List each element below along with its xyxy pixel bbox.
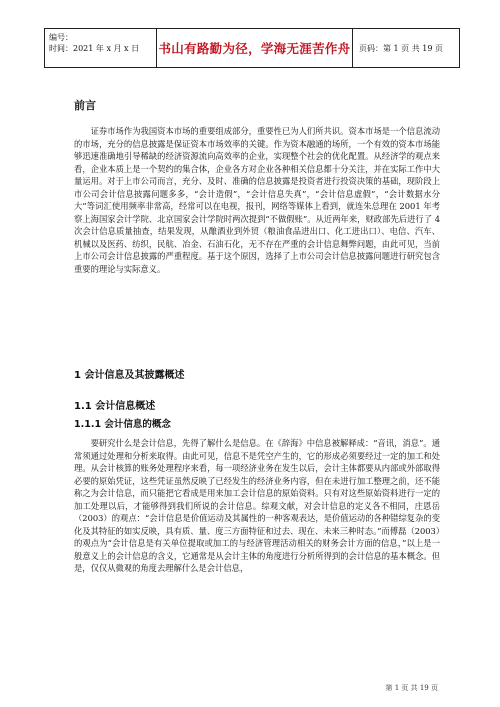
section-heading: 1.1 会计信息概述 xyxy=(74,401,156,412)
chapter-heading: 1 会计信息及其披露概述 xyxy=(74,370,185,381)
header-motto: 书山有路勤为径，学海无涯苦作舟 xyxy=(157,29,353,67)
preface-paragraph: 证券市场作为我国资本市场的重要组成部分，重要性已为人们所共识。资本市场是一个信息流动的市场，充分的信息披露是保证资本市场效率的关键。作为资本融通的场所，一个有效的资本市场能够迅速准确地引导稀缺的经济资源流向高效率的企业，实现整个社会的优化配置。从经济学的观点来看，企业本质上是一个契约的集合体，企业各方对企业各种相关信息都十分关注，并在实际工作中大量运用。对于上市公司而言，充分、及时、准确的信息披露是投资者进行投资决策的基础，现阶段上市公司会计信息披露问题多多，“会计造假”，“会计信息失真”，“会计信息虚假”，“会计数据水分大”等词汇使用频率非常高，经常可以在电视，报刊，网络等媒体上看到，就连朱总理在 2001 年考察上海国家会计学院、北京国家会计学院时两次提到“不做假账”。从近两年来，财政部先后进行了 4 次会计信息质量抽查，结果发现，从酿酒业到外贸（粮油食品进出口、化工进出口）、电信、汽车、机械以及医药、纺织，民航、冶金、石油石化，无不存在严重的会计信息舞弊问题，由此可见，当前上市公司会计信息披露的严重程度。基于这个原因，选择了上市公司会计信息披露问题进行研究包含重要的理论与实际意义。 xyxy=(74,126,440,274)
header-page-info: 页码：第 1 页 共 19 页 xyxy=(359,43,443,53)
header-meta xyxy=(45,29,157,67)
subsection-heading: 1.1.1 会计信息的概念 xyxy=(74,419,171,430)
header-number: 编号： xyxy=(49,33,73,42)
page-footer: 第 1 页 共 19 页 xyxy=(385,684,438,692)
page-header xyxy=(44,28,460,68)
preface-title: 前言 xyxy=(74,99,96,112)
body-paragraph: 要研究什么是会计信息，先得了解什么是信息。在《辞海》中信息被解释成：“音讯，消息”。通常须通过处理和分析来取得。由此可见，信息不是凭空产生的，它的形成必须要经过一定的加工和处理。从会计核算的账务处理程序来看，每一项经济业务在发生以后，会计主体都要从内部或外部取得必要的原始凭证，这些凭证虽然反映了已经发生的经济业务内容，但在未进行加工整理之前，还不能称之为会计信息，而只能把它看成是用来加工会计信息的原始资料。只有对这些原始资料进行一定的加工处理以后，才能够得到我们所说的会计信息。综观文献，对会计信息的定义各不相同，庄恩岳（2003）的观点：“会计信息是价值运动及其属性的一种客观表达，是价值运动的各种错综复杂的变化及其特征的如实反映，具有质、量、度三方面特征和过去、现在、未来三种时态。”而傅磊（2003）的观点为“会计信息是有关单位提取或加工的与经济管理活动相关的财务会计方面的信息，”以上是一般意义上的会计信息的含义，它通常是从会计主体的角度进行分析所得到的会计信息的基本概念。但是，仅仅从微观的角度去理解什么是会计信息， xyxy=(74,438,440,573)
header-date: 时间：2021 年 x 月 x 日 xyxy=(49,44,140,53)
